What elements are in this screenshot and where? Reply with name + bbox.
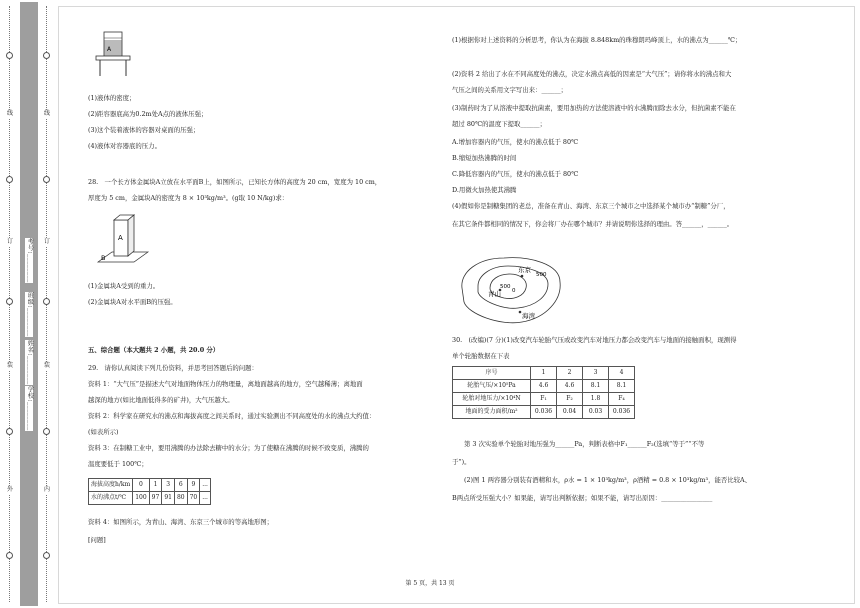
table-cell: 6 bbox=[174, 479, 187, 492]
option-d: D.用微火加热使其沸腾 bbox=[452, 186, 517, 194]
q30-line5: (2)图 1 两容器分别装有酒精和水，ρ水 = 1 × 10³kg/m³，ρ酒精 = 0.8 × 10³kg/m³，能否比较A、 bbox=[464, 476, 752, 484]
q30-text: 30. (改编)(7 分)(1)改变汽车轮胎气压或改变汽车对地压力都会改变汽车与地面的接触面积，现测得 bbox=[452, 336, 737, 344]
table-cell: 0 bbox=[133, 479, 149, 492]
inner-circle-mark bbox=[43, 52, 50, 59]
outer-circle-mark bbox=[6, 552, 13, 559]
q28-part1: (1)金属块A受到的重力。 bbox=[88, 282, 160, 290]
table-cell: ... bbox=[200, 492, 211, 505]
q29-answer-line: 在其它条件都相同的情况下，你会将厂办在哪个城市？并请说明你选择的理由。答______，______。 bbox=[452, 220, 734, 228]
table-cell: 9 bbox=[187, 479, 200, 492]
section5-title: 五、综合题（本大题共 2 小题，共 20.0 分） bbox=[88, 346, 220, 354]
q29-material-line: 资料 2：科学家在研究水的沸点和海拔高度之间关系时，通过实验测出不同高度处的水的沸点大约值： bbox=[88, 412, 376, 420]
table-cell: 0.03 bbox=[583, 406, 609, 419]
field-xuexiao: 学校:________ bbox=[26, 386, 34, 431]
block-a-figure bbox=[94, 212, 154, 270]
table-cell: F₂ bbox=[557, 393, 583, 406]
q29-answer-line: (4)假如你是制糖集团的老总，准备在青山、海湾、东京三个城市之中选择某个城市办“制糖”分厂， bbox=[452, 202, 730, 210]
tire-data-table bbox=[452, 366, 635, 419]
table-cell: 0.036 bbox=[531, 406, 557, 419]
table-cell: 地面的受力面积/m² bbox=[453, 406, 531, 419]
outer-mark-wai: 外 bbox=[6, 486, 13, 493]
inner-circle-mark bbox=[43, 176, 50, 183]
table-cell: 0.036 bbox=[609, 406, 635, 419]
table-cell: 1 bbox=[149, 479, 162, 492]
fig28-label-a: A bbox=[118, 234, 123, 242]
map-label-bay: 海湾 bbox=[522, 312, 535, 320]
inner-mark-xian: 线 bbox=[43, 110, 50, 117]
table-row bbox=[89, 492, 211, 505]
option-c: C.降低容器内的气压，使水的沸点低于 80℃ bbox=[452, 170, 579, 178]
table-row bbox=[453, 406, 635, 419]
outer-circle-mark bbox=[6, 298, 13, 305]
fig28-label-b: B bbox=[101, 254, 106, 262]
inner-mark-ding: 订 bbox=[43, 238, 50, 245]
table-header-cell: 序号 bbox=[453, 367, 531, 380]
q29-material-line: (如表所示) bbox=[88, 428, 119, 436]
q27-part4: (4)液体对容器底的压力。 bbox=[88, 142, 161, 150]
table-cell: 1.8 bbox=[583, 393, 609, 406]
table-cell: F₄ bbox=[609, 393, 635, 406]
inner-mark-zhuang: 装 bbox=[43, 362, 50, 369]
table-cell: 100 bbox=[133, 492, 149, 505]
q29-answer-line: 超过 80℃的温度下提取______； bbox=[452, 120, 546, 128]
table-cell: 91 bbox=[162, 492, 175, 505]
q30-line4: 于”)。 bbox=[452, 458, 471, 466]
map-label-0: 0 bbox=[512, 288, 516, 294]
q27-part3: (3)这个装着液体的容器对桌面的压强； bbox=[88, 126, 200, 134]
option-b: B.缩短加热沸腾的时间 bbox=[452, 154, 517, 162]
q29-material-line: 温度要低于 100℃； bbox=[88, 460, 148, 468]
outer-mark-ding: 订 bbox=[6, 238, 13, 245]
inner-mark-nei: 内 bbox=[43, 486, 50, 493]
q29-material-line: 资料 1：“大气压”是描述大气对地面物体压力的物理量，离地面越高的地方，空气越稀薄；离地面 bbox=[88, 380, 363, 388]
q30-line6: B两点所受压强大小？如果能，请写出判断依据；如果不能，请写出原因：________________ bbox=[452, 494, 713, 502]
table-row bbox=[453, 380, 635, 393]
inner-circle-mark bbox=[43, 552, 50, 559]
inner-circle-mark bbox=[43, 298, 50, 305]
q29-material4: 资料 4：如图所示，为青山、海湾、东京三个城市的等高地形图； bbox=[88, 518, 274, 526]
table-cell: 0.04 bbox=[557, 406, 583, 419]
q29-answer-line: 气压之间的关系用文字写出来：______； bbox=[452, 86, 568, 94]
q28-part2: (2)金属块A对水平面B的压强。 bbox=[88, 298, 177, 306]
q29-material-line: 资料 3：在制糖工业中，要用沸腾的办法除去糖中的水分；为了使糖在沸腾的时候不致变质，沸腾的 bbox=[88, 444, 369, 452]
q29-answer-line: (2)资料 2 给出了水在不同高度处的沸点，决定水沸点高低的因素是“大气压”；请你将水的沸点和大 bbox=[452, 70, 732, 78]
table-cell: 8.1 bbox=[609, 380, 635, 393]
table-header-cell: 1 bbox=[531, 367, 557, 380]
q30-line1 bbox=[452, 336, 737, 345]
page-footer: 第 5 页，共 13 页 bbox=[405, 580, 455, 587]
contour-map-figure bbox=[456, 250, 566, 328]
beaker-on-table-figure bbox=[92, 28, 136, 80]
table-row bbox=[453, 393, 635, 406]
altitude-boiling-table bbox=[88, 478, 211, 505]
binding-strip bbox=[0, 0, 60, 608]
svg-text:A: A bbox=[107, 46, 112, 53]
q29-intro: 29. 请你认真阅读下列几份资料，并思考回答题后的问题： bbox=[88, 364, 258, 372]
q27-part1: (1)液体的密度； bbox=[88, 94, 136, 102]
q29-answer-line: (3)制药时为了从溶液中提取抗菌素，要用加热的方法使溶液中的水沸腾而除去水分，但抗菌素不能在 bbox=[452, 104, 736, 112]
q30-line3: 第 3 次实验单个轮胎对地压强为______Pa，判断表格中F₁______F₂(选填“等于”“不等 bbox=[464, 440, 705, 448]
table-cell: 海拔高度h/km bbox=[89, 479, 133, 492]
option-a: A.增加容器内的气压，使水的沸点低于 80℃ bbox=[452, 138, 579, 146]
table-header-cell: 4 bbox=[609, 367, 635, 380]
q27-part2: (2)距容器底高为0.2m处A点的液体压强； bbox=[88, 110, 208, 118]
q29-answer-line: (1)根据你对上述资料的分析思考，你认为在海拔 8.848km的珠穆朗玛峰顶上，水的沸点为______℃； bbox=[452, 36, 742, 44]
outer-circle-mark bbox=[6, 52, 13, 59]
table-cell: F₁ bbox=[531, 393, 557, 406]
table-cell: 4.6 bbox=[531, 380, 557, 393]
table-cell: 轮胎气压/×10⁵Pa bbox=[453, 380, 531, 393]
map-label-qingshan: 青山 bbox=[488, 290, 501, 298]
outer-circle-mark bbox=[6, 176, 13, 183]
table-header-cell: 2 bbox=[557, 367, 583, 380]
table-header-cell: 3 bbox=[583, 367, 609, 380]
field-kaohao: 考号:________ bbox=[26, 238, 34, 283]
table-cell: 4.6 bbox=[557, 380, 583, 393]
field-xingming: 姓名:________ bbox=[26, 340, 34, 385]
q28-line2: 厚度为 5 cm，金属块A的密度为 8 × 10³kg/m³。(g取 10 N/kg)求： bbox=[88, 194, 289, 202]
table-cell: 70 bbox=[187, 492, 200, 505]
q29-material-line: 越深的地方(如比地面低得多的矿井)，大气压越大。 bbox=[88, 396, 234, 404]
outer-mark-zhuang: 装 bbox=[6, 362, 13, 369]
map-label-500b: 500 bbox=[500, 284, 511, 290]
table-cell: 80 bbox=[174, 492, 187, 505]
table-cell: 轮胎对地压力/×10⁴N bbox=[453, 393, 531, 406]
q30-line2: 单个轮胎数据在下表 bbox=[452, 352, 510, 360]
table-cell: 97 bbox=[149, 492, 162, 505]
field-banji: 班级:________ bbox=[26, 292, 34, 337]
map-label-tokyo: 东京 bbox=[518, 266, 531, 274]
map-label-500: 500 bbox=[536, 272, 547, 278]
table-cell: ... bbox=[200, 479, 211, 492]
outer-mark-xian: 线 bbox=[6, 110, 13, 117]
inner-circle-mark bbox=[43, 428, 50, 435]
table-cell: 水的沸点t/℃ bbox=[89, 492, 133, 505]
table-cell: 3 bbox=[162, 479, 175, 492]
table-row bbox=[89, 479, 211, 492]
q28-line1: 28. 一个长方体金属块A立放在水平面B上，如图所示，已知长方体的高度为 20 cm，宽度为 10 cm， bbox=[88, 178, 382, 186]
outer-circle-mark bbox=[6, 428, 13, 435]
table-cell: 8.1 bbox=[583, 380, 609, 393]
q29-question-label: [问题] bbox=[88, 536, 106, 544]
table-row bbox=[453, 367, 635, 380]
